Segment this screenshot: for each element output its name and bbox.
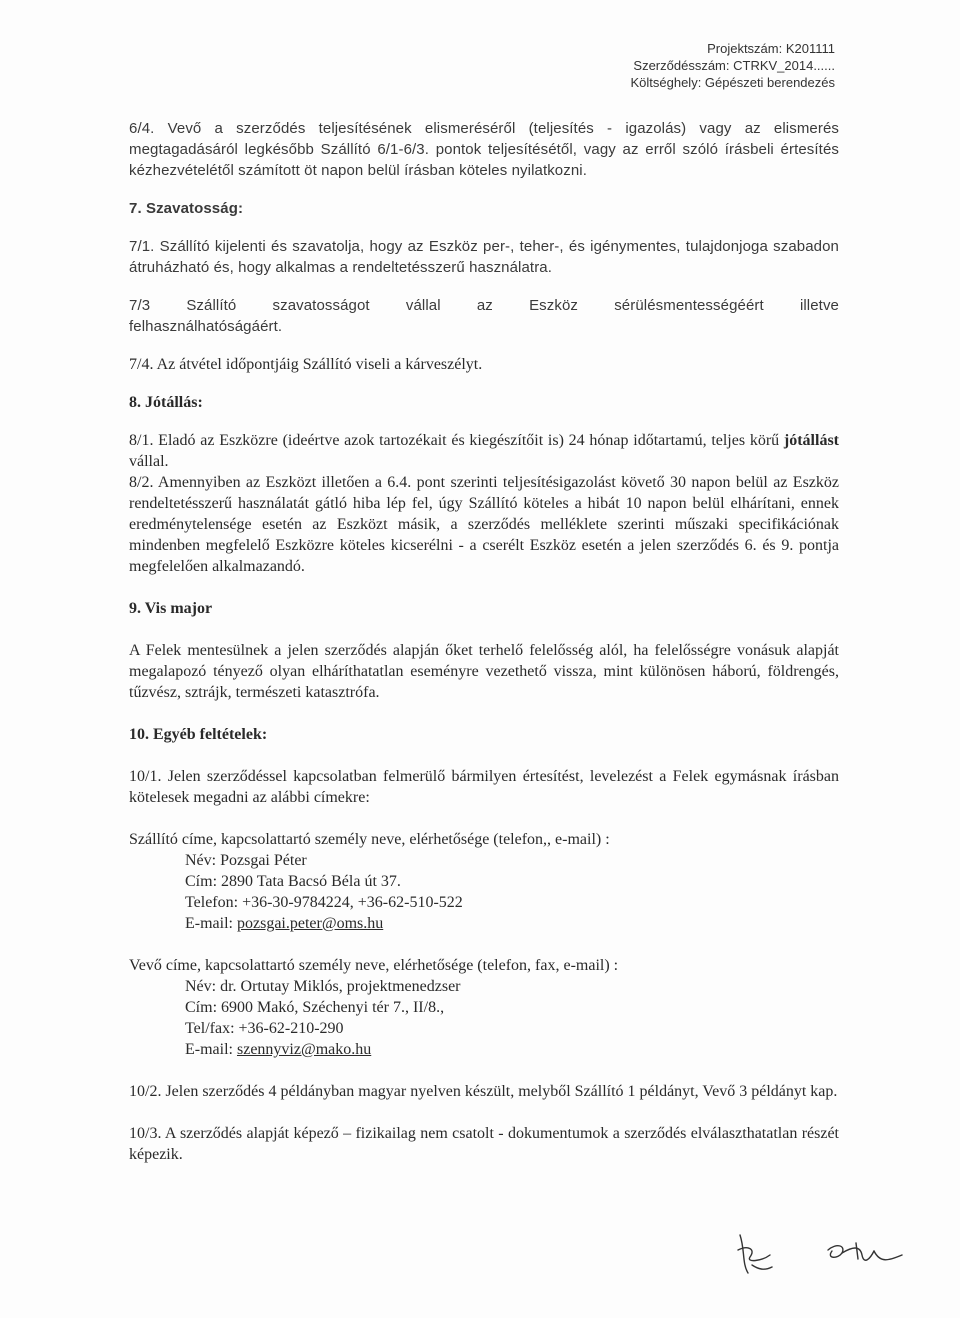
supplier-name: Név: Pozsgai Péter <box>185 852 307 869</box>
signature-mark-right <box>828 1243 902 1260</box>
section-7-heading: 7. Szavatosság: <box>129 200 244 217</box>
supplier-email: E-mail: pozsgai.peter@oms.hu <box>185 915 384 932</box>
project-number: Projektszám: K201111 <box>707 41 835 56</box>
buyer-address: Cím: 6900 Makó, Széchenyi tér 7., II/8., <box>185 999 445 1016</box>
supplier-phone: Telefon: +36-30-9784224, +36-62-510-522 <box>185 894 463 911</box>
clause-10-2: 10/2. Jelen szerződés 4 példányban magyar nyelven készült, melyből Szállító 1 példányt, Vevő 3 példányt kap. <box>129 1083 838 1100</box>
buyer-email: E-mail: szennyviz@mako.hu <box>185 1041 372 1058</box>
contract-number: Szerződésszám: CTRKV_2014...... <box>633 58 835 73</box>
clause-10-3: 10/3. A szerződés alapját képező – fizikailag nem csatolt - dokumentumok a szerződés elválaszthatatlan részét képezik. <box>129 1125 839 1163</box>
clause-8-2: 8/2. Amennyiben az Eszközt illetően a 6.4. pont szerinti teljesítésigazolást követő 30 napon belül az Eszköz rendeltetésszerű használatát gátló hiba lép fel, úgy Szállító köteles a hibát 10 napon belül elhárítani, ennek eredménytelensége esetén az Eszközt másik, a szerződés melléklete szerinti műszaki specifikációnak mindenben megfelelő Eszközre köteles kicserélni - a cserélt Eszköz esetén a jelen szerződés 6. és 9. pontja megfelelően alkalmazandó. <box>129 474 839 575</box>
clause-6-4: 6/4. Vevő a szerződés teljesítésének elismeréséről (teljesítés - igazolás) vagy az elismerés megtagadásáról legkésőbb Szállító 6/1-6/3. pontok teljesítésétől, vagy az erről szóló írásbeli értesítés kézhezvételétől számított öt napon belül írásban köteles nyilatkozni. <box>129 120 839 179</box>
document-body <box>129 118 839 1165</box>
supplier-email-link[interactable]: pozsgai.peter@oms.hu <box>236 915 384 932</box>
section-8-heading: 8. Jótállás: <box>129 394 203 411</box>
clause-7-1: 7/1. Szállító kijelenti és szavatolja, hogy az Eszköz per-, teher-, és igénymentes, tulajdonjoga szabadon átruházható és, hogy alkalmas a rendeltetésszerű használatra. <box>129 238 839 276</box>
clause-9: A Felek mentesülnek a jelen szerződés alapján őket terhelő felelősség alól, ha felelősségre vonásuk alapját megalapozó tényező olyan elháríthatatlan eseményre vezethető vissza, mint különösen háború, földrengés, tűzvész, sztrájk, természeti katasztrófa. <box>129 642 839 701</box>
supplier-contact <box>129 829 839 934</box>
clause-8-1: 8/1. Eladó az Eszközre (ideértve azok tartozékait és kiegészítőit is) 24 hónap időtartamú, teljes körű jótállást vállal. <box>129 432 839 470</box>
supplier-address: Cím: 2890 Tata Bacsó Béla út 37. <box>185 873 401 890</box>
buyer-phone: Tel/fax: +36-62-210-290 <box>185 1020 344 1037</box>
clause-7-3-line1: 7/3 Szállító szavatosságot vállal az Eszköz sérülésmentességéért illetve <box>129 297 839 314</box>
signatures <box>0 1225 960 1285</box>
clause-7-3 <box>129 295 839 337</box>
cost-center: Költséghely: Gépészeti berendezés <box>630 75 835 90</box>
buyer-contact <box>129 955 839 1060</box>
supplier-intro: Szállító címe, kapcsolattartó személy neve, elérhetősége (telefon,, e-mail) : <box>129 831 610 848</box>
clause-10-1: 10/1. Jelen szerződéssel kapcsolatban felmerülő bármilyen értesítést, levelezést a Felek egymásnak írásban kötelesek megadni az alábbi címekre: <box>129 768 839 806</box>
signature-mark-left <box>738 1235 772 1273</box>
document-header <box>630 40 835 91</box>
clause-7-4: 7/4. Az átvétel időpontjáig Szállító viseli a kárveszélyt. <box>129 356 483 373</box>
buyer-name: Név: dr. Ortutay Miklós, projektmenedzser <box>185 978 461 995</box>
section-9-heading: 9. Vis major <box>129 600 213 617</box>
buyer-intro: Vevő címe, kapcsolattartó személy neve, elérhetősége (telefon, fax, e-mail) : <box>129 957 619 974</box>
buyer-email-link[interactable]: szennyviz@mako.hu <box>236 1041 372 1058</box>
section-10-heading: 10. Egyéb feltételek: <box>129 726 268 743</box>
clause-7-3-line2: felhasználhatóságáért. <box>129 318 283 335</box>
warranty-bold: jótállást <box>783 432 839 449</box>
